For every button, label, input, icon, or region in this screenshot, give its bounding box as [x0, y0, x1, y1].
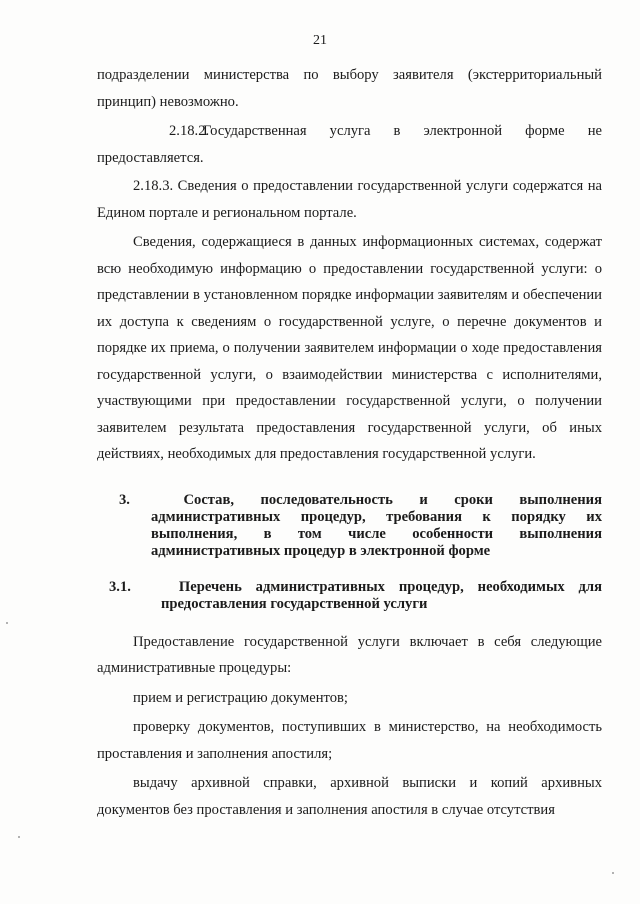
section-heading-3-number: 3. — [119, 491, 130, 508]
section-heading-3-1-text: Перечень административных процедур, необходимых для предоставления государственной услуги — [161, 578, 602, 612]
paragraph-2-18-2-text: Государственная услуга в электронной форме не предоставляется. — [97, 123, 602, 166]
paragraph-2-18-3: 2.18.3. Сведения о предоставлении государственной услуги содержатся на Едином портале и региональном портале. — [97, 178, 602, 221]
page-number: 21 — [313, 33, 327, 48]
list-item-reception: прием и регистрацию документов; — [133, 689, 348, 706]
paragraph-2-18-2 — [97, 118, 602, 171]
paragraph-procedures-intro: Предоставление государственной услуги включает в себя следующие административные процедуры: — [97, 633, 602, 676]
scan-speck — [18, 836, 20, 838]
section-heading-3-text: Состав, последовательность и сроки выполнения административных процедур, требования к порядку их выполнения, в том числе особенности выполнения административных процедур в электронной форме — [151, 491, 602, 559]
list-item-verification: проверку документов, поступивших в министерство, на необходимость проставления и заполнения апостиля; — [97, 719, 602, 762]
section-heading-3 — [97, 492, 602, 560]
scan-speck — [612, 872, 614, 874]
paragraph-information-systems: Сведения, содержащиеся в данных информационных системах, содержат всю необходимую информацию о предоставлении государственной услуги: о представлении в установленном порядке информации заявителям и обеспечении их доступа к сведениям о государственной услуге, о перечне документов и порядке их приема, о получении заявителем информации о ходе предоставления государственной услуги, о взаимодействии министерства с исполнителями, участвующими при предоставлении государственной услуги, о получении заявителем результата предоставления государственной услуги, об иных действиях, необходимых для предоставления государственной услуги. — [97, 234, 602, 462]
section-label-2-18-2: 2.18.2. — [169, 123, 210, 139]
document-body — [97, 62, 602, 826]
list-item-issuance: выдачу архивной справки, архивной выписки и копий архивных документов без проставления и заполнения апостиля в случае отсутствия — [97, 775, 602, 818]
scan-speck — [6, 622, 8, 624]
paragraph-continuation: подразделении министерства по выбору заявителя (экстерриториальный принцип) невозможно. — [97, 67, 602, 110]
section-heading-3-1-number: 3.1. — [109, 578, 131, 595]
section-heading-3-1 — [97, 579, 602, 613]
